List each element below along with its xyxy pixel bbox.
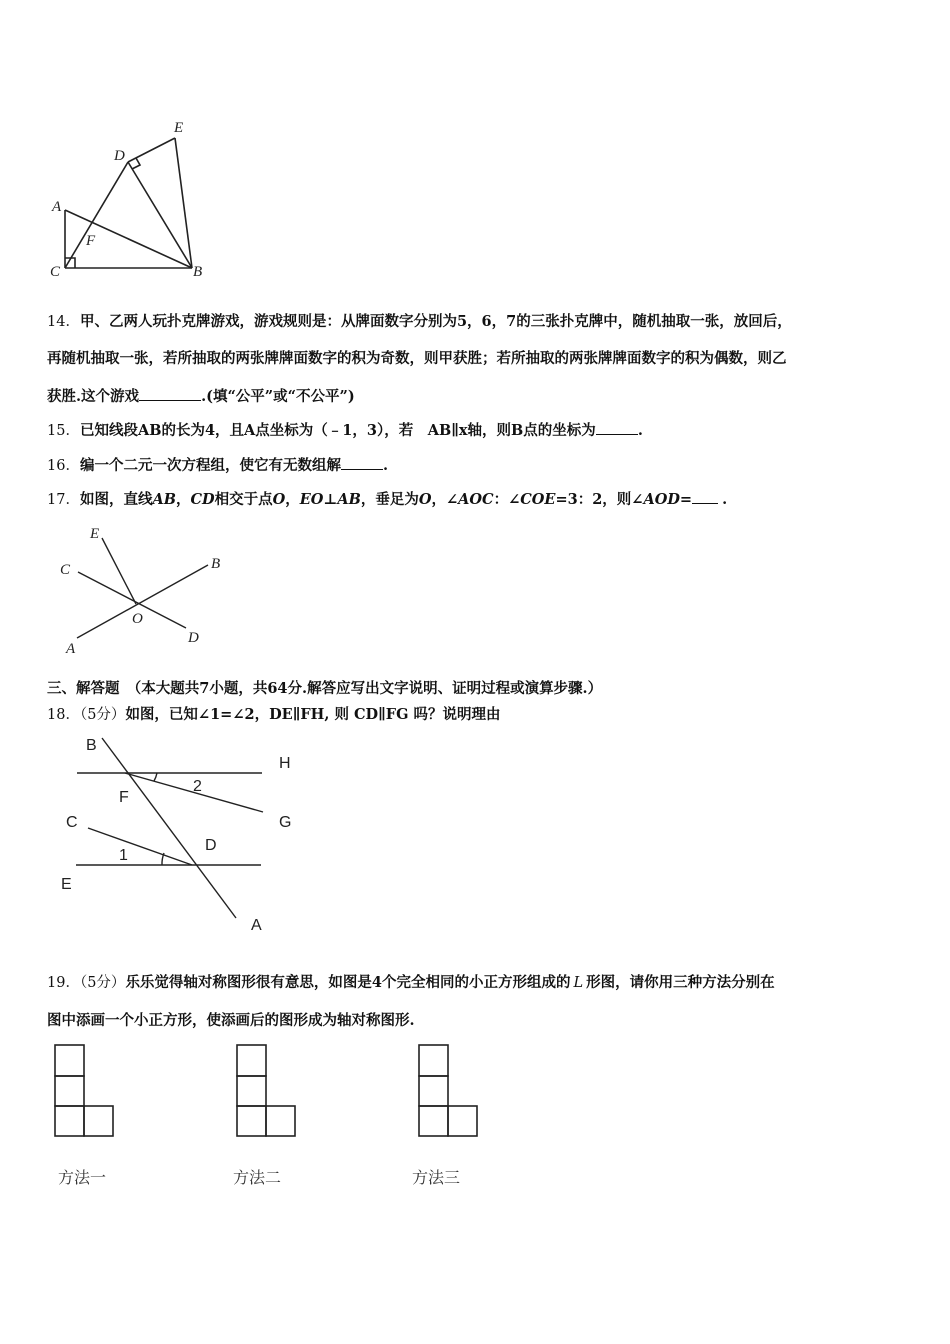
segment-eb xyxy=(175,138,192,268)
line-cd xyxy=(88,828,192,865)
math-eo: EO xyxy=(299,491,324,508)
answer-blank xyxy=(341,455,383,470)
label-c: C xyxy=(60,562,71,578)
question-16 xyxy=(47,455,388,476)
math-ab: AB xyxy=(337,491,361,508)
label-d: D xyxy=(114,148,125,164)
intersecting-lines-figure-q17 xyxy=(50,520,240,660)
question-19-line-2 xyxy=(47,1011,415,1031)
label-o: O xyxy=(132,611,143,627)
label-b: B xyxy=(211,556,221,572)
math-ab: AB xyxy=(152,491,176,508)
question-text: 编一个二元一次方程组，使它有无数组解 xyxy=(79,457,341,474)
answer-blank xyxy=(139,386,201,401)
question-text: 再随机抽取一张，若所抽取的两张牌牌面数字的积为奇数，则甲获胜；若所抽取的两张牌牌面数字的积为偶数，则乙 xyxy=(47,350,787,367)
section-heading-text: 三、解答题 （本大题共7小题，共64分.解答应写出文字说明、证明过程或演算步骤.） xyxy=(47,680,603,697)
question-number: 16． xyxy=(47,458,80,474)
method-3-caption: 方法三 xyxy=(412,1168,461,1187)
transversal-ba xyxy=(102,738,236,918)
l-shape-figure-1 xyxy=(53,1043,117,1139)
question-text: 乐乐觉得轴对称图形很有意思，如图是4个完全相同的小正方形组成的 xyxy=(125,974,571,991)
question-text: 如图，已知∠1=∠2，DE∥FH, 则 CD∥FG 吗？说明理由 xyxy=(125,706,501,723)
math-l: L xyxy=(573,975,584,991)
label-h: H xyxy=(279,755,291,772)
segment-de xyxy=(128,138,175,162)
question-15 xyxy=(47,420,643,441)
question-text: 形图，请你用三种方法分别在 xyxy=(586,974,775,991)
label-a: A xyxy=(66,641,76,657)
label-d: D xyxy=(205,837,217,854)
perp-symbol: ⊥ xyxy=(323,491,338,508)
question-text: 图中添画一个小正方形，使添画后的图形成为轴对称图形. xyxy=(47,1012,415,1029)
question-14-line-1 xyxy=(47,312,792,332)
question-text: ， xyxy=(175,491,191,508)
question-text: 相交于点 xyxy=(214,491,273,508)
label-g: G xyxy=(279,814,292,831)
label-f: F xyxy=(86,233,96,249)
question-text: ，垂足为 xyxy=(360,491,419,508)
math-o: O xyxy=(272,491,286,508)
question-text: . xyxy=(637,422,643,439)
question-number: 17． xyxy=(47,492,80,508)
question-text: 甲、乙两人玩扑克牌游戏，游戏规则是：从牌面数字分别为5，6，7的三张扑克牌中，随机抽取一张，放回后， xyxy=(79,313,792,330)
question-14-line-2 xyxy=(47,349,787,369)
question-score: （5分） xyxy=(79,707,126,723)
l-shape-figure-3 xyxy=(417,1043,481,1139)
label-a: A xyxy=(52,199,62,215)
segment-db xyxy=(128,162,192,268)
question-text: =3：2，则∠ xyxy=(555,491,644,508)
label-f: F xyxy=(119,789,129,806)
question-text: 如图，直线 xyxy=(79,491,153,508)
math-cd: CD xyxy=(190,491,215,508)
triangle-figure-q13 xyxy=(40,110,220,285)
answer-blank xyxy=(692,489,718,504)
question-text: ， xyxy=(285,491,300,508)
question-number: 14． xyxy=(47,314,80,330)
label-a: A xyxy=(251,917,262,934)
label-e: E xyxy=(174,120,184,136)
question-text: 已知线段AB的长为4，且A点坐标为（﹣1，3），若 AB∥x轴，则B点的坐标为 xyxy=(79,422,596,439)
question-19-line-1 xyxy=(47,973,775,993)
l-shape-figure-2 xyxy=(235,1043,299,1139)
math-coe: COE xyxy=(520,491,556,508)
section-3-heading xyxy=(47,679,602,699)
label-c: C xyxy=(50,264,61,280)
label-c: C xyxy=(66,814,78,831)
question-text: ：∠ xyxy=(493,491,521,508)
label-b: B xyxy=(193,264,203,280)
label-angle-1: 1 xyxy=(119,847,128,864)
question-text: = xyxy=(679,491,693,508)
math-aod: AOD xyxy=(643,491,680,508)
math-aoc: AOC xyxy=(458,491,494,508)
method-2-caption: 方法二 xyxy=(233,1168,282,1187)
question-text: . xyxy=(722,491,728,508)
question-score: （5分） xyxy=(79,975,126,991)
question-text: ，∠ xyxy=(431,491,459,508)
angle-2-arc xyxy=(154,773,157,781)
segment-ab xyxy=(65,210,192,268)
math-o: O xyxy=(418,491,432,508)
question-number: 19． xyxy=(47,975,80,991)
ray-oe xyxy=(102,538,136,604)
parallel-lines-figure-q18 xyxy=(50,728,310,938)
question-text: . xyxy=(382,457,389,474)
label-e: E xyxy=(61,876,72,893)
question-18 xyxy=(47,705,501,725)
method-1-caption: 方法一 xyxy=(58,1168,107,1187)
label-angle-2: 2 xyxy=(193,778,202,795)
question-17 xyxy=(47,489,727,510)
label-b: B xyxy=(86,737,97,754)
question-number: 15． xyxy=(47,423,80,439)
question-number: 18． xyxy=(47,707,80,723)
question-text: .(填“公平”或“不公平”) xyxy=(201,388,355,405)
label-e: E xyxy=(90,526,100,542)
answer-blank xyxy=(596,420,638,435)
label-d: D xyxy=(188,630,199,646)
question-14-line-3 xyxy=(47,386,355,407)
question-text: 获胜.这个游戏 xyxy=(47,388,140,405)
line-ab xyxy=(77,565,208,638)
